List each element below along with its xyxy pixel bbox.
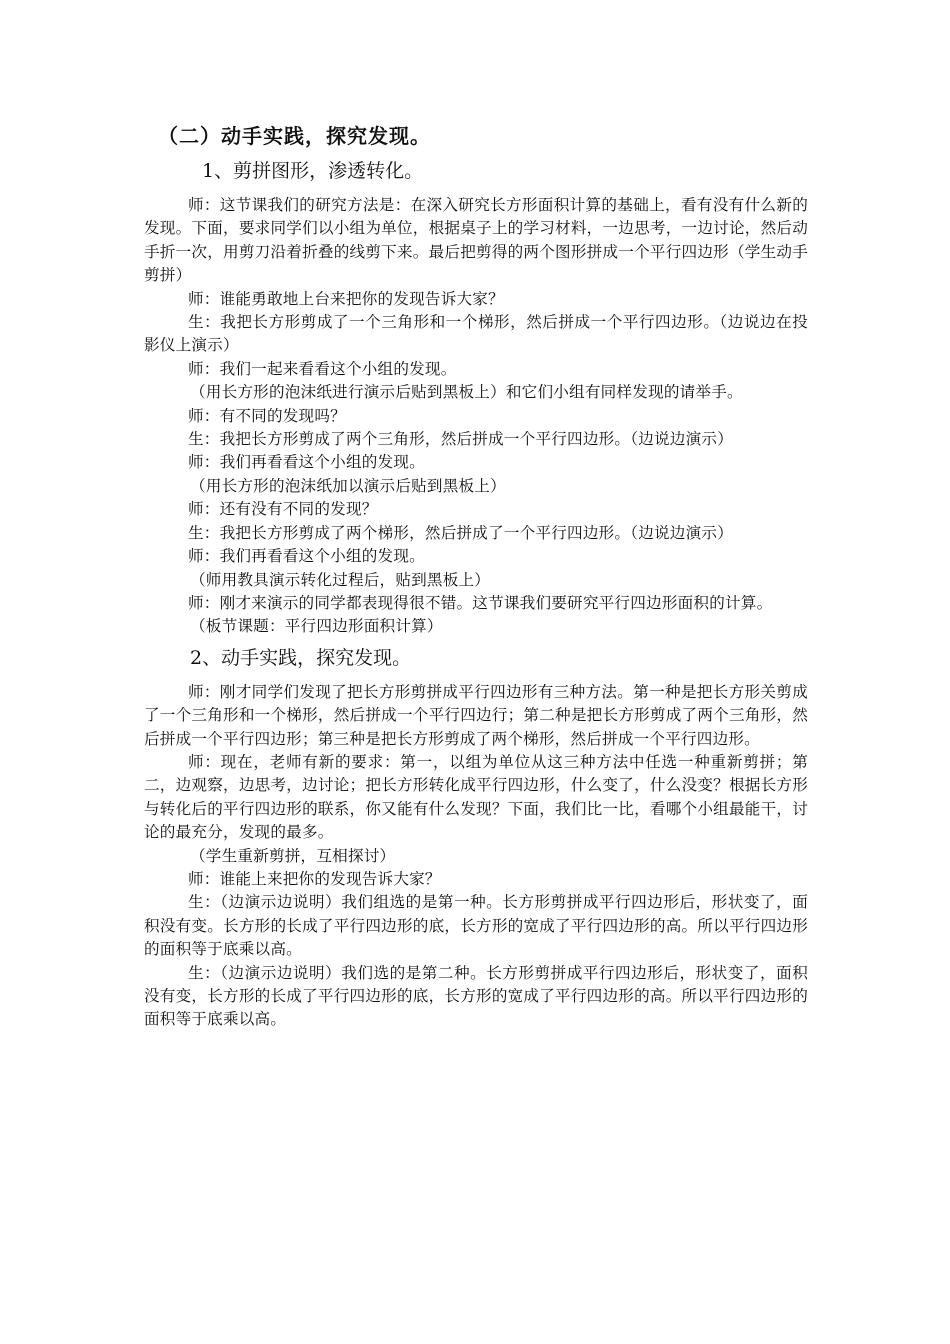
paragraph: 师：现在，老师有新的要求：第一，以组为单位从这三种方法中任选一种重新剪拼；第二，边观察，边思考，边讨论；把长方形转化成平行四边形，什么变了，什么没变？根据长方形与转化后的平行四边形的联系，你又能有什么发现？下面，我们比一比，看哪个小组最能干，讨论的最充分，发现的最多。 bbox=[144, 752, 808, 842]
paragraph: （板节课题：平行四边形面积计算） bbox=[190, 617, 443, 636]
subsection-1-title: 1、剪拼图形，渗透转化。 bbox=[202, 160, 424, 182]
document-page bbox=[144, 122, 808, 1032]
paragraph: 师：我们再看看这个小组的发现。 bbox=[188, 453, 425, 472]
paragraph: 师：有不同的发现吗？ bbox=[188, 406, 346, 425]
paragraph: 师：还有没有不同的发现？ bbox=[188, 500, 378, 519]
paragraph: 师：谁能上来把你的发现告诉大家？ bbox=[188, 869, 441, 888]
section-heading: （二）动手实践，探究发现。 bbox=[158, 124, 431, 148]
paragraph: （用长方形的泡沫纸加以演示后贴到黑板上） bbox=[190, 476, 506, 495]
paragraph: 师：这节课我们的研究方法是：在深入研究长方形面积计算的基础上，看有没有什么新的发现。下面，要求同学们以小组为单位，根据桌子上的学习材料，一边思考，一边讨论，然后动手折一次，用剪刀沿着折叠的线剪下来。最后把剪得的两个图形拼成一个平行四边形（学生动手剪拼） bbox=[144, 196, 808, 285]
paragraph: （学生重新剪拼，互相探讨） bbox=[190, 846, 396, 865]
subsection-2-title: 2、动手实践，探究发现。 bbox=[190, 646, 412, 669]
paragraph: （用长方形的泡沫纸进行演示后贴到黑板上）和它们小组有同样发现的请举手。 bbox=[190, 383, 743, 402]
paragraph: 师：我们再看看这个小组的发现。 bbox=[188, 547, 425, 566]
paragraph: 师：刚才来演示的同学都表现得很不错。这节课我们要研究平行四边形面积的计算。 bbox=[188, 593, 773, 612]
paragraph: 生：我把长方形剪成了两个三角形，然后拼成一个平行四边形。（边说边演示） bbox=[188, 430, 733, 449]
paragraph: 生：我把长方形剪成了两个梯形，然后拼成了一个平行四边形。（边说边演示） bbox=[188, 523, 733, 542]
paragraph: （师用教具演示转化过程后，贴到黑板上） bbox=[190, 570, 491, 589]
paragraph: 生：我把长方形剪成了一个三角形和一个梯形，然后拼成一个平行四边形。（边说边在投影仪上演示） bbox=[144, 313, 808, 355]
subsection-1-body bbox=[144, 194, 808, 639]
subsection-2-body bbox=[144, 681, 808, 1032]
paragraph: 师：刚才同学们发现了把长方形剪拼成平行四边形有三种方法。第一种是把长方形关剪成了一个三角形和一个梯形，然后拼成一个平行四边行；第二种是把长方形剪成了两个三角形，然后拼成一个平行四边形；第三种是把长方形剪成了两个梯形，然后拼成一个平行四边形。 bbox=[144, 682, 808, 748]
paragraph: 师：我们一起来看看这个小组的发现。 bbox=[188, 359, 457, 378]
paragraph: 生：（边演示边说明）我们组选的是第一种。长方形剪拼成平行四边形后，形状变了，面积没有变。长方形的长成了平行四边形的底，长方形的宽成了平行四边形的高。所以平行四边形的面积等于底乘以高。 bbox=[144, 893, 808, 959]
paragraph: 生：（边演示边说明）我们选的是第二种。长方形剪拼成平行四边形后，形状变了，面积没有变，长方形的长成了平行四边形的底，长方形的宽成了平行四边形的高。所以平行四边形的面积等于底乘以高。 bbox=[144, 963, 808, 1029]
paragraph: 师：谁能勇敢地上台来把你的发现告诉大家？ bbox=[188, 289, 504, 308]
